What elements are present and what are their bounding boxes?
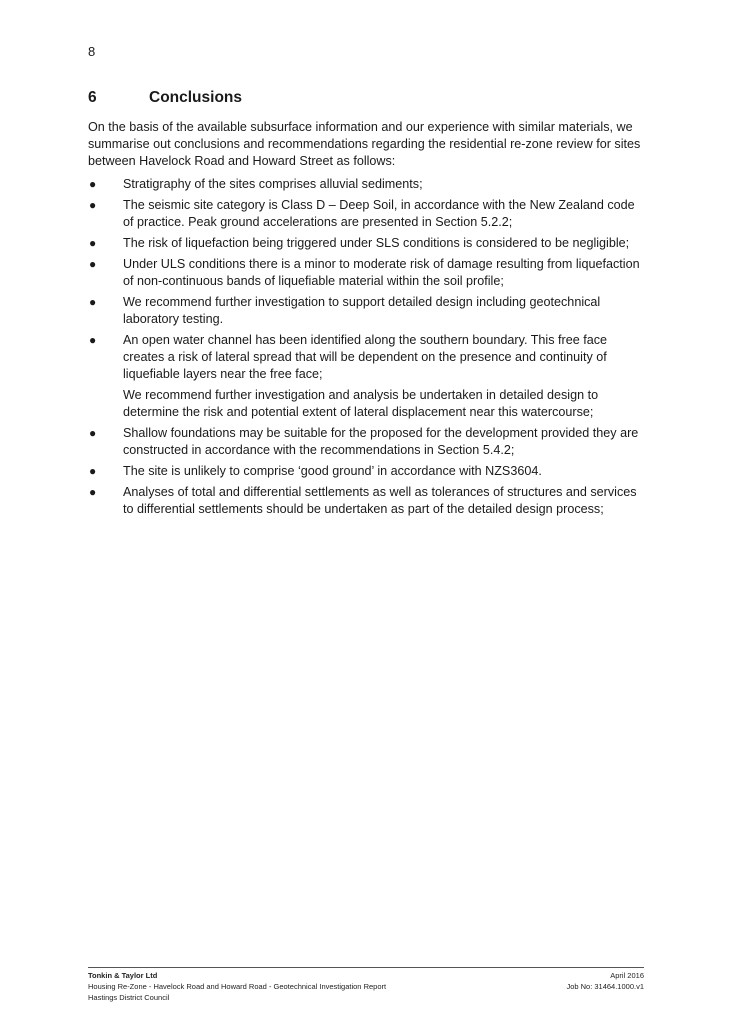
section-title: Conclusions <box>149 89 243 106</box>
bullet-icon: ● <box>89 257 97 271</box>
section-number: 6 <box>88 89 97 106</box>
list-item <box>88 235 648 252</box>
list-item-text: Under ULS conditions there is a minor to moderate risk of damage resulting from liquefaction of non-continuous bands of liquefiable material within the soil profile; <box>123 257 640 288</box>
list-item-text: The seismic site category is Class D – Deep Soil, in accordance with the New Zealand code of practice. Peak ground accelerations are presented in Section 5.2.2; <box>123 198 635 229</box>
footer-company: Tonkin & Taylor Ltd <box>88 971 158 980</box>
bullet-icon: ● <box>89 198 97 212</box>
list-item <box>88 197 648 231</box>
footer-job-number: Job No: 31464.1000.v1 <box>566 982 644 991</box>
bullet-icon: ● <box>89 333 97 347</box>
list-item <box>88 294 648 328</box>
page-number: 8 <box>88 44 96 59</box>
list-item <box>88 332 648 421</box>
list-item-text: Stratigraphy of the sites comprises alluvial sediments; <box>123 177 423 191</box>
list-item-text: The risk of liquefaction being triggered under SLS conditions is considered to be negligible; <box>123 236 630 250</box>
footer-client: Hastings District Council <box>88 993 170 1002</box>
bullet-icon: ● <box>89 485 97 499</box>
list-item <box>88 256 648 290</box>
list-item <box>88 484 648 518</box>
list-item-text: The site is unlikely to comprise ‘good ground’ in accordance with NZS3604. <box>123 464 542 478</box>
list-item-text: An open water channel has been identified along the southern boundary. This free face creates a risk of lateral spread that will be dependent on the presence and continuity of liquefiable layers near the free face; <box>123 333 608 381</box>
footer-report-title: Housing Re-Zone - Havelock Road and Howard Road - Geotechnical Investigation Report <box>88 982 387 991</box>
conclusions-list <box>88 176 648 522</box>
bullet-icon: ● <box>89 177 97 191</box>
list-item-text: Shallow foundations may be suitable for the proposed for the development provided they are constructed in accordance with the recommendations in Section 5.4.2; <box>123 426 639 457</box>
footer-date: April 2016 <box>610 971 644 980</box>
footer-divider <box>88 967 644 968</box>
bullet-icon: ● <box>89 236 97 250</box>
section-heading <box>88 89 242 107</box>
list-item <box>88 176 648 193</box>
bullet-icon: ● <box>89 464 97 478</box>
intro-paragraph: On the basis of the available subsurface information and our experience with similar materials, we summarise out conclusions and recommendations regarding the residential re-zone review for sites between Havelock Road and Howard Street as follows: <box>88 120 641 168</box>
list-item <box>88 425 648 459</box>
bullet-icon: ● <box>89 426 97 440</box>
bullet-icon: ● <box>89 295 97 309</box>
list-item-continuation: We recommend further investigation and analysis be undertaken in detailed design to determine the risk and potential extent of lateral displacement near this watercourse; <box>123 388 599 419</box>
list-item <box>88 463 648 480</box>
list-item-text: Analyses of total and differential settlements as well as tolerances of structures and services to differential settlements should be undertaken as part of the detailed design process; <box>123 485 637 516</box>
page-footer <box>88 970 644 1003</box>
list-item-text: We recommend further investigation to support detailed design including geotechnical laboratory testing. <box>123 295 601 326</box>
